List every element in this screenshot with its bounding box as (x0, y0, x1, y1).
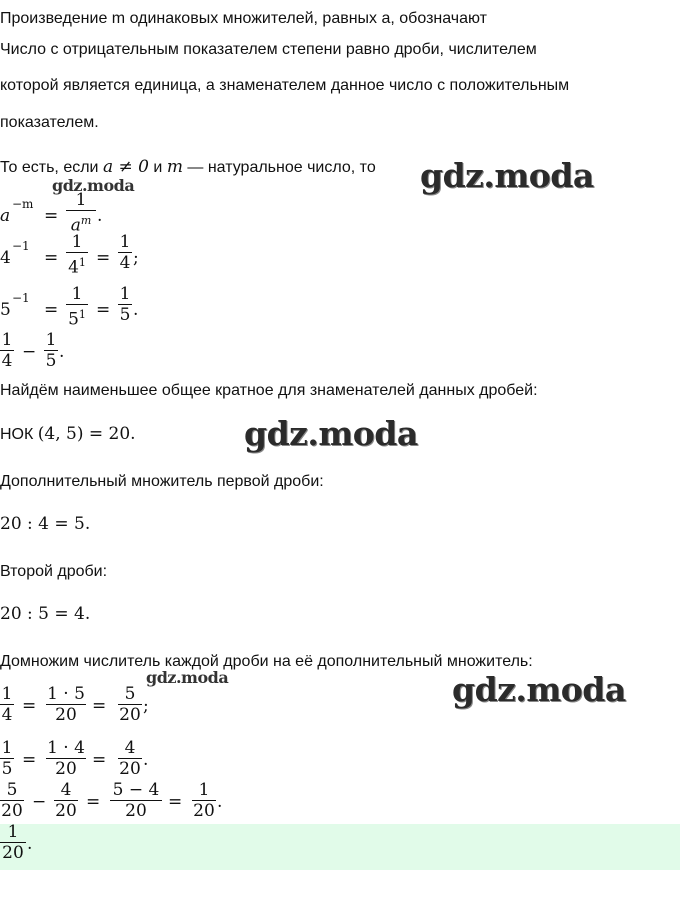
condition-line (0, 157, 376, 178)
watermark-logo: gdz.moda (420, 156, 594, 195)
second-multiplier-text: Второй дроби: (0, 563, 108, 580)
watermark-logo-small: gdz.moda (52, 176, 135, 195)
first-multiplier-text: Дополнительный множитель первой дроби: (0, 473, 324, 490)
def-end: . (97, 206, 103, 226)
intro-line-1: Произведение m одинаковых множителей, равных a, обозначают (0, 10, 487, 27)
nok-text: Найдём наименьшее общее кратное для знаменателей данных дробей: (0, 382, 538, 399)
answer-highlight (0, 824, 680, 870)
multiply-text: Домножим числитель каждой дроби на её дополнительный множитель: (0, 653, 533, 670)
watermark-logo: gdz.moda (244, 414, 418, 453)
condition-suffix: — натуральное число, то (187, 159, 376, 176)
second-multiplier-expr: 20 : 5 = 4. (0, 604, 91, 624)
condition-a-neq-0: a ≠ 0 (102, 157, 149, 177)
def-base: a (0, 206, 11, 226)
def-equals: = (44, 206, 59, 226)
first-multiplier-expr: 20 : 4 = 5. (0, 514, 91, 534)
def-fraction: 1 $a^m$ (66, 190, 96, 236)
def-exponent: −m (12, 197, 34, 211)
nok-expression: НОК (4, 5) = 20. (0, 424, 136, 444)
condition-m: m (166, 157, 183, 177)
condition-and: и (153, 159, 163, 176)
intro-line-2: Число с отрицательным показателем степени равно дроби, числителем (0, 41, 537, 58)
watermark-logo-small: gdz.moda (146, 668, 229, 687)
intro-line-3: которой является единица, а знаменателем данное число с положительным (0, 77, 570, 94)
intro-line-4: показателем. (0, 114, 99, 131)
condition-prefix: То есть, если (0, 159, 99, 176)
watermark-logo: gdz.moda (452, 670, 626, 709)
